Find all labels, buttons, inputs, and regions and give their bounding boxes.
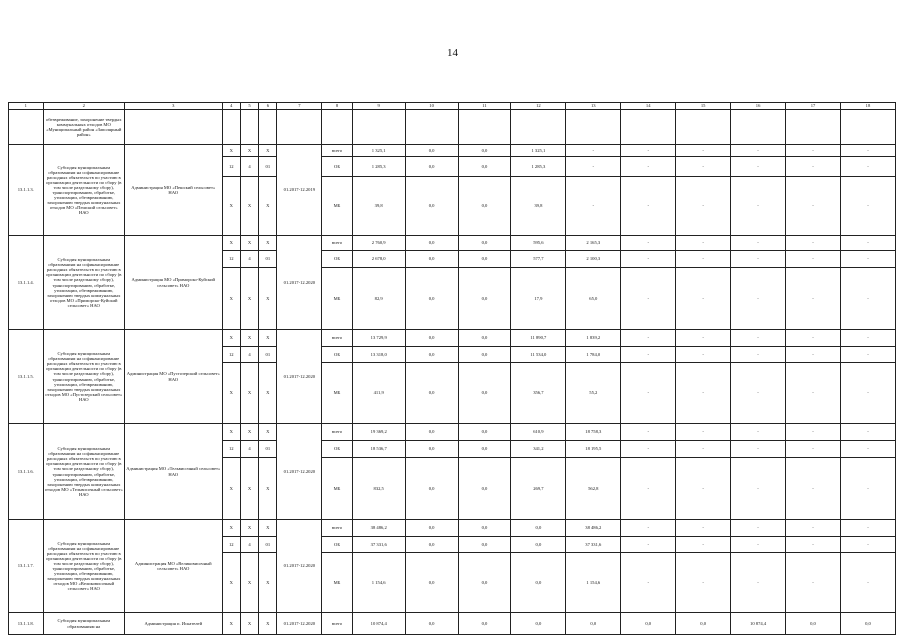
amount-cell: 1 839,2 bbox=[566, 330, 621, 347]
column-header-16: 16 bbox=[731, 103, 786, 110]
amount-cell: - bbox=[731, 157, 786, 177]
amount-cell: - bbox=[731, 236, 786, 251]
amount-cell: - bbox=[676, 157, 731, 177]
amount-cell: 0,0 bbox=[405, 268, 458, 330]
funding-source: всего bbox=[322, 520, 353, 537]
amount-cell: 0,0 bbox=[511, 520, 566, 537]
budget-code-pr: X bbox=[259, 177, 277, 236]
funding-source: ОБ bbox=[322, 537, 353, 553]
funding-source: всего bbox=[322, 145, 353, 157]
funding-source: МБ bbox=[322, 177, 353, 236]
budget-code-rz: 4 bbox=[240, 347, 258, 363]
amount-cell: 0,0 bbox=[786, 613, 841, 635]
funding-source: всего bbox=[322, 236, 353, 251]
column-header-4: 4 bbox=[222, 103, 240, 110]
amount-cell: - bbox=[731, 177, 786, 236]
budget-code-pr: 01 bbox=[259, 347, 277, 363]
amount-cell: 0,0 bbox=[405, 363, 458, 424]
amount-cell: 0,0 bbox=[458, 537, 511, 553]
amount-cell: - bbox=[621, 268, 676, 330]
amount-cell: 0,0 bbox=[458, 520, 511, 537]
amount-cell: 82,9 bbox=[352, 268, 405, 330]
funding-source: ОБ bbox=[322, 251, 353, 268]
amount-cell: 1 784,0 bbox=[566, 347, 621, 363]
amount-cell: - bbox=[621, 458, 676, 520]
budget-code-pr: X bbox=[259, 363, 277, 424]
amount-cell: - bbox=[786, 347, 841, 363]
amount-cell: - bbox=[731, 553, 786, 613]
implementation-period: 01.2017-12.2020 bbox=[277, 613, 322, 635]
amount-cell: - bbox=[731, 424, 786, 441]
funding-source: МБ bbox=[322, 268, 353, 330]
amount-cell: 1 325,1 bbox=[352, 145, 405, 157]
budget-code-pr: X bbox=[259, 268, 277, 330]
amount-cell: 0,0 bbox=[458, 251, 511, 268]
amount-cell: 411,9 bbox=[352, 363, 405, 424]
implementation-period: 01.2017-12.2020 bbox=[277, 236, 322, 330]
amount-cell: 2 165,3 bbox=[566, 236, 621, 251]
budget-code-gr: X bbox=[222, 613, 240, 635]
funding-source: всего bbox=[322, 330, 353, 347]
measure-description: Субсидия муниципальным образованиям на софинансирование расходных обязательств по участию в организации деятельности по сбору (в том числе раздельному сбору), транспортированию, обработке, утилизации, обезвреживанию, захоронению твердых коммунальных отходов МО «Пустозерский сельсовет» НАО bbox=[43, 330, 124, 424]
amount-cell: - bbox=[731, 251, 786, 268]
amount-cell: - bbox=[786, 537, 841, 553]
amount-cell: 0,0 bbox=[405, 424, 458, 441]
amount-cell: 0,0 bbox=[458, 177, 511, 236]
amount-cell: - bbox=[676, 177, 731, 236]
amount-cell: - bbox=[621, 236, 676, 251]
amount-cell: - bbox=[840, 157, 895, 177]
column-header-2: 2 bbox=[43, 103, 124, 110]
budget-code-gr: 12 bbox=[222, 251, 240, 268]
budget-code-rz: X bbox=[240, 236, 258, 251]
budget-code-rz: X bbox=[240, 458, 258, 520]
amount-cell: - bbox=[676, 363, 731, 424]
amount-cell: 2 100,3 bbox=[566, 251, 621, 268]
budget-code-pr: X bbox=[259, 424, 277, 441]
amount-cell: - bbox=[840, 177, 895, 236]
amount-cell: 65,0 bbox=[566, 268, 621, 330]
amount-cell: 0,0 bbox=[405, 458, 458, 520]
amount-cell: - bbox=[621, 553, 676, 613]
column-header-9: 9 bbox=[352, 103, 405, 110]
amount-cell: - bbox=[621, 145, 676, 157]
column-header-3: 3 bbox=[124, 103, 222, 110]
budget-code-pr: 01 bbox=[259, 251, 277, 268]
amount-cell: - bbox=[840, 236, 895, 251]
amount-cell: 0,0 bbox=[511, 613, 566, 635]
amount-cell: 10 874,4 bbox=[352, 613, 405, 635]
budget-code-rz: X bbox=[240, 424, 258, 441]
column-header-12: 12 bbox=[511, 103, 566, 110]
amount-cell: - bbox=[676, 537, 731, 553]
amount-cell: 0,0 bbox=[458, 363, 511, 424]
amount-cell: 595,6 bbox=[511, 236, 566, 251]
amount-cell: - bbox=[786, 145, 841, 157]
executor-name: Администрация МО «Пешский сельсовет» НАО bbox=[124, 145, 222, 236]
executor-name: Администрация МО «Великовисочный сельсовет» НАО bbox=[124, 520, 222, 613]
amount-cell: - bbox=[621, 157, 676, 177]
measure-description: Субсидия муниципальным образованиям на софинансирование расходных обязательств по участию в организации деятельности по сбору (в том числе раздельному сбору), транспортированию, обработке, утилизации, обезвреживанию, захоронению твердых коммунальных отходов МО «Великовисочный сельсовет» НАО bbox=[43, 520, 124, 613]
amount-cell: - bbox=[731, 330, 786, 347]
amount-cell: 0,0 bbox=[458, 553, 511, 613]
budget-code-rz: 4 bbox=[240, 157, 258, 177]
budget-code-gr: 12 bbox=[222, 157, 240, 177]
budget-code-pr: X bbox=[259, 145, 277, 157]
amount-cell: - bbox=[840, 520, 895, 537]
amount-cell: - bbox=[676, 347, 731, 363]
amount-cell: 0,0 bbox=[405, 537, 458, 553]
amount-cell: 562,8 bbox=[566, 458, 621, 520]
amount-cell: - bbox=[566, 177, 621, 236]
budget-code-pr: X bbox=[259, 553, 277, 613]
implementation-period: 01.2017-12.2020 bbox=[277, 424, 322, 520]
amount-cell: - bbox=[786, 363, 841, 424]
amount-cell: - bbox=[840, 441, 895, 458]
funding-source: МБ bbox=[322, 458, 353, 520]
amount-cell: - bbox=[676, 441, 731, 458]
amount-cell: 577,7 bbox=[511, 251, 566, 268]
amount-cell: 55,2 bbox=[566, 363, 621, 424]
funding-source: всего bbox=[322, 613, 353, 635]
amount-cell: - bbox=[621, 537, 676, 553]
amount-cell: - bbox=[786, 236, 841, 251]
amount-cell: - bbox=[786, 330, 841, 347]
budget-code-rz: 4 bbox=[240, 251, 258, 268]
amount-cell: - bbox=[731, 363, 786, 424]
amount-cell: - bbox=[786, 251, 841, 268]
amount-cell: - bbox=[840, 145, 895, 157]
amount-cell: 37 331,6 bbox=[352, 537, 405, 553]
amount-cell: 17,9 bbox=[511, 268, 566, 330]
amount-cell: 19 369,2 bbox=[352, 424, 405, 441]
funding-source: ОБ bbox=[322, 441, 353, 458]
budget-code-gr: X bbox=[222, 145, 240, 157]
amount-cell: 832,5 bbox=[352, 458, 405, 520]
amount-cell: - bbox=[731, 441, 786, 458]
amount-cell: 10 874,4 bbox=[731, 613, 786, 635]
amount-cell: - bbox=[566, 157, 621, 177]
amount-cell: 2 678,0 bbox=[352, 251, 405, 268]
amount-cell: 1 154,6 bbox=[352, 553, 405, 613]
budget-code-pr: X bbox=[259, 458, 277, 520]
amount-cell: - bbox=[676, 553, 731, 613]
carry-over-row bbox=[9, 110, 896, 145]
column-header-17: 17 bbox=[786, 103, 841, 110]
amount-cell: - bbox=[840, 458, 895, 520]
amount-cell: - bbox=[676, 236, 731, 251]
amount-cell: 0,0 bbox=[405, 441, 458, 458]
amount-cell: - bbox=[566, 145, 621, 157]
budget-code-gr: X bbox=[222, 330, 240, 347]
budget-code-rz: X bbox=[240, 520, 258, 537]
measure-code: 13.1.1.8. bbox=[9, 613, 44, 635]
amount-cell: 0,0 bbox=[458, 458, 511, 520]
measure-code: 13.1.1.5. bbox=[9, 330, 44, 424]
amount-cell: 0,0 bbox=[621, 613, 676, 635]
amount-cell: - bbox=[840, 537, 895, 553]
amount-cell: - bbox=[840, 251, 895, 268]
budget-code-pr: X bbox=[259, 236, 277, 251]
executor-name: Администрация МО «Пустозерский сельсовет» НАО bbox=[124, 330, 222, 424]
budget-code-rz: X bbox=[240, 553, 258, 613]
budget-code-rz: X bbox=[240, 177, 258, 236]
budget-code-gr: X bbox=[222, 177, 240, 236]
amount-cell: 0,0 bbox=[458, 330, 511, 347]
amount-cell: 11 890,7 bbox=[511, 330, 566, 347]
executor-name: Администрация МО «Тельвисочный сельсовет» НАО bbox=[124, 424, 222, 520]
amount-cell: - bbox=[676, 145, 731, 157]
measure-code: 13.1.1.3. bbox=[9, 145, 44, 236]
amount-cell: - bbox=[786, 520, 841, 537]
funding-source: ОБ bbox=[322, 157, 353, 177]
budget-code-rz: X bbox=[240, 363, 258, 424]
amount-cell: 1 285,3 bbox=[352, 157, 405, 177]
measure-description: Субсидия муниципальным образованиям на софинансирование расходных обязательств по участию в организации деятельности по сбору (в том числе раздельному сбору), транспортированию, обработке, утилизации, обезвреживанию, захоронению твердых коммунальных отходов МО «Тельвисочный сельсовет» НАО bbox=[43, 424, 124, 520]
budget-code-gr: X bbox=[222, 363, 240, 424]
amount-cell: - bbox=[786, 441, 841, 458]
amount-cell: 0,0 bbox=[458, 347, 511, 363]
amount-cell: 341,2 bbox=[511, 441, 566, 458]
column-header-13: 13 bbox=[566, 103, 621, 110]
column-header-1: 1 bbox=[9, 103, 44, 110]
amount-cell: - bbox=[676, 268, 731, 330]
amount-cell: 1 285,3 bbox=[511, 157, 566, 177]
amount-cell: 0,0 bbox=[405, 330, 458, 347]
amount-cell: 39,8 bbox=[511, 177, 566, 236]
amount-cell: 0,0 bbox=[840, 613, 895, 635]
budget-code-pr: X bbox=[259, 330, 277, 347]
amount-cell: 0,0 bbox=[458, 268, 511, 330]
amount-cell: 37 331,6 bbox=[566, 537, 621, 553]
implementation-period: 01.2017-12.2020 bbox=[277, 520, 322, 613]
amount-cell: - bbox=[786, 458, 841, 520]
amount-cell: 356,7 bbox=[511, 363, 566, 424]
amount-cell: 39,8 bbox=[352, 177, 405, 236]
budget-code-gr: 12 bbox=[222, 441, 240, 458]
amount-cell: - bbox=[621, 330, 676, 347]
amount-cell: - bbox=[621, 441, 676, 458]
amount-cell: - bbox=[840, 268, 895, 330]
amount-cell: 18 195,5 bbox=[566, 441, 621, 458]
amount-cell: - bbox=[731, 145, 786, 157]
amount-cell: 0,0 bbox=[405, 553, 458, 613]
amount-cell: - bbox=[786, 424, 841, 441]
implementation-period: 01.2017-12.2019 bbox=[277, 145, 322, 236]
amount-cell: 18 536,7 bbox=[352, 441, 405, 458]
funding-row bbox=[9, 330, 896, 347]
measure-code: 13.1.1.6. bbox=[9, 424, 44, 520]
carry-over-text: обезвреживание, захоронение твердых коммунальных отходов МО «Муниципальный район «Заполярный район» bbox=[43, 110, 124, 145]
funding-source: МБ bbox=[322, 553, 353, 613]
amount-cell: - bbox=[676, 330, 731, 347]
budget-code-pr: 01 bbox=[259, 537, 277, 553]
column-header-15: 15 bbox=[676, 103, 731, 110]
budget-code-gr: X bbox=[222, 458, 240, 520]
funding-row bbox=[9, 145, 896, 157]
amount-cell: 11 534,0 bbox=[511, 347, 566, 363]
budget-code-gr: X bbox=[222, 236, 240, 251]
amount-cell: - bbox=[731, 268, 786, 330]
executor-name: Администрация МО «Приморско-Куйский сельсовет» НАО bbox=[124, 236, 222, 330]
column-header-7: 7 bbox=[277, 103, 322, 110]
measure-description: Субсидия муниципальным образованиям на софинансирование расходных обязательств по участию в организации деятельности по сбору (в том числе раздельному сбору), транспортированию, обработке, утилизации, обезвреживанию, захоронению твердых коммунальных отходов МО «Приморско-Куйский сельсовет» НАО bbox=[43, 236, 124, 330]
amount-cell: - bbox=[731, 537, 786, 553]
amount-cell: 38 486,2 bbox=[352, 520, 405, 537]
amount-cell: - bbox=[840, 553, 895, 613]
amount-cell: - bbox=[676, 520, 731, 537]
amount-cell: 0,0 bbox=[676, 613, 731, 635]
amount-cell: - bbox=[731, 520, 786, 537]
amount-cell: 0,0 bbox=[458, 236, 511, 251]
budget-code-gr: X bbox=[222, 268, 240, 330]
funding-source: ОБ bbox=[322, 347, 353, 363]
amount-cell: 0,0 bbox=[405, 177, 458, 236]
funding-row bbox=[9, 520, 896, 537]
funding-row bbox=[9, 236, 896, 251]
budget-code-gr: X bbox=[222, 553, 240, 613]
amount-cell: - bbox=[621, 251, 676, 268]
amount-cell: 0,0 bbox=[458, 613, 511, 635]
column-header-18: 18 bbox=[840, 103, 895, 110]
budget-code-pr: X bbox=[259, 613, 277, 635]
funding-row bbox=[9, 613, 896, 635]
amount-cell: 18 758,3 bbox=[566, 424, 621, 441]
amount-cell: - bbox=[731, 347, 786, 363]
column-header-14: 14 bbox=[621, 103, 676, 110]
amount-cell: 2 760,9 bbox=[352, 236, 405, 251]
amount-cell: 0,0 bbox=[405, 251, 458, 268]
amount-cell: 610,9 bbox=[511, 424, 566, 441]
amount-cell: 1 154,6 bbox=[566, 553, 621, 613]
budget-code-rz: X bbox=[240, 613, 258, 635]
amount-cell: - bbox=[621, 363, 676, 424]
amount-cell: 269,7 bbox=[511, 458, 566, 520]
budget-code-pr: 01 bbox=[259, 157, 277, 177]
amount-cell: - bbox=[840, 330, 895, 347]
amount-cell: - bbox=[840, 424, 895, 441]
amount-cell: - bbox=[621, 520, 676, 537]
amount-cell: 0,0 bbox=[405, 347, 458, 363]
budget-code-gr: X bbox=[222, 424, 240, 441]
amount-cell: 0,0 bbox=[405, 145, 458, 157]
funding-source: всего bbox=[322, 424, 353, 441]
budget-code-rz: 4 bbox=[240, 537, 258, 553]
amount-cell: 0,0 bbox=[405, 157, 458, 177]
amount-cell: 0,0 bbox=[405, 613, 458, 635]
amount-cell: 0,0 bbox=[405, 520, 458, 537]
measure-description: Субсидия муниципальным образованиям на bbox=[43, 613, 124, 635]
amount-cell: 0,0 bbox=[458, 145, 511, 157]
measure-code: 13.1.1.4. bbox=[9, 236, 44, 330]
budget-code-gr: 12 bbox=[222, 347, 240, 363]
column-header-8: 8 bbox=[322, 103, 353, 110]
funding-row bbox=[9, 424, 896, 441]
amount-cell: - bbox=[676, 458, 731, 520]
amount-cell: 0,0 bbox=[511, 553, 566, 613]
amount-cell: 1 325,1 bbox=[511, 145, 566, 157]
amount-cell: 0,0 bbox=[458, 424, 511, 441]
amount-cell: 13 729,9 bbox=[352, 330, 405, 347]
budget-code-rz: X bbox=[240, 145, 258, 157]
column-number-row bbox=[9, 103, 896, 110]
column-header-6: 6 bbox=[259, 103, 277, 110]
amount-cell: 0,0 bbox=[566, 613, 621, 635]
budget-code-gr: X bbox=[222, 520, 240, 537]
amount-cell: - bbox=[621, 177, 676, 236]
amount-cell: 0,0 bbox=[511, 537, 566, 553]
amount-cell: - bbox=[676, 424, 731, 441]
budget-code-rz: X bbox=[240, 330, 258, 347]
funding-source: МБ bbox=[322, 363, 353, 424]
amount-cell: - bbox=[786, 157, 841, 177]
amount-cell: - bbox=[840, 363, 895, 424]
amount-cell: - bbox=[676, 251, 731, 268]
program-funding-table bbox=[8, 102, 896, 635]
amount-cell: - bbox=[786, 553, 841, 613]
executor-name: Администрация п. Искателей bbox=[124, 613, 222, 635]
amount-cell: 0,0 bbox=[458, 157, 511, 177]
amount-cell: - bbox=[731, 458, 786, 520]
code-cell bbox=[9, 110, 44, 145]
budget-code-pr: X bbox=[259, 520, 277, 537]
column-header-10: 10 bbox=[405, 103, 458, 110]
page-number: 14 bbox=[447, 47, 458, 59]
amount-cell: - bbox=[786, 177, 841, 236]
budget-code-pr: 01 bbox=[259, 441, 277, 458]
budget-code-rz: 4 bbox=[240, 441, 258, 458]
amount-cell: 38 486,2 bbox=[566, 520, 621, 537]
amount-cell: - bbox=[840, 347, 895, 363]
amount-cell: 0,0 bbox=[405, 236, 458, 251]
implementation-period: 01.2017-12.2020 bbox=[277, 330, 322, 424]
measure-code: 13.1.1.7. bbox=[9, 520, 44, 613]
budget-code-gr: 12 bbox=[222, 537, 240, 553]
amount-cell: - bbox=[786, 268, 841, 330]
amount-cell: - bbox=[621, 424, 676, 441]
column-header-5: 5 bbox=[240, 103, 258, 110]
amount-cell: 13 318,0 bbox=[352, 347, 405, 363]
amount-cell: - bbox=[621, 347, 676, 363]
measure-description: Субсидия муниципальным образованиям на софинансирование расходных обязательств по участию в организации деятельности по сбору (в том числе раздельному сбору), транспортированию, обработке, утилизации, обезвреживанию, захоронению твердых коммунальных отходов МО «Пешский сельсовет» НАО bbox=[43, 145, 124, 236]
budget-code-rz: X bbox=[240, 268, 258, 330]
amount-cell: 0,0 bbox=[458, 441, 511, 458]
column-header-11: 11 bbox=[458, 103, 511, 110]
